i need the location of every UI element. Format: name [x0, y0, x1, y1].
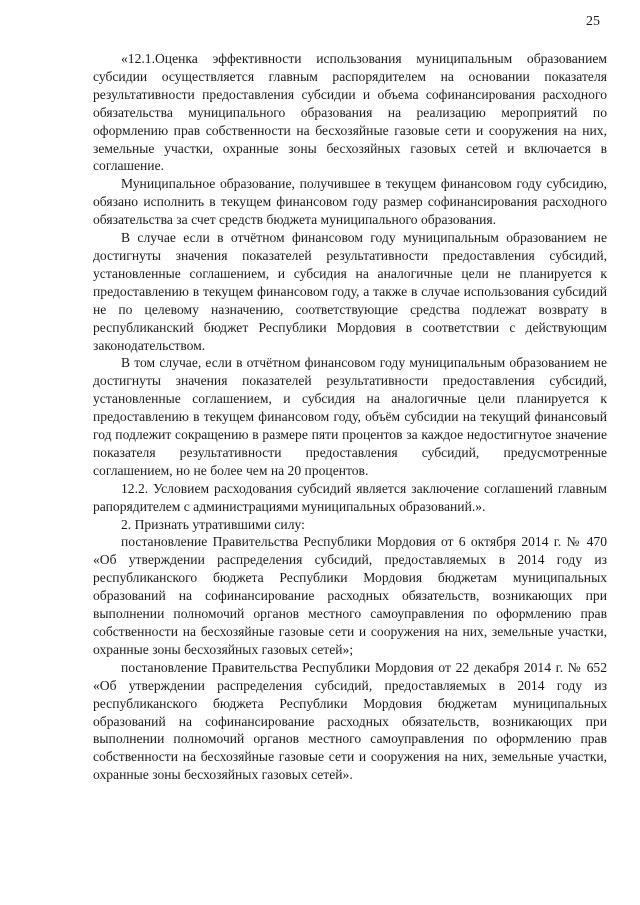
paragraph-12-2: 12.2. Условием расходования субсидий является заключение соглашений главным рапорядителем с администрациями муниципальных образований.». [93, 480, 607, 514]
paragraph-resolution-652: постановление Правительства Республики Мордовия от 22 декабря 2014 г. № 652 «Об утверждении распределения субсидий, предоставляемых в 2014 году из республиканского бюджета Республики Мордовия бюджетам муниципальных образований на софинансирование расходных обязательств, возникающих при выполнении полномочий органов местного самоуправления по оформлению прав собственности на бесхозяйные газовые сети и сооружения на них, земельные участки, охранные зоны бесхозяйных газовых сетей». [93, 659, 607, 783]
paragraph-resolution-470: постановление Правительства Республики Мордовия от 6 октября 2014 г. № 470 «Об утверждении распределения субсидий, предоставляемых в 2014 году из республиканского бюджета Республики Мордовия бюджетам муниципальных образований на софинансирование расходных обязательств, возникающих при выполнении полномочий органов местного самоуправления по оформлению прав собственности на бесхозяйные газовые сети и сооружения на них, земельные участки, охранные зоны бесхозяйных газовых сетей»; [93, 534, 607, 657]
paragraph-refund: В случае если в отчётном финансовом году муниципальным образованием не достигнуты значения показателей результативности предоставления субсидий, установленные соглашением, и субсидия на аналогичные цели не планируется к предоставлению в текущем финансовом году, а также в случае использования субсидий не по целевому назначению, соответствующие средства подлежат возврату в республиканский бюджет Республики Мордовия в соответствии с действующим законодательством. [93, 230, 607, 353]
paragraph-repeal-heading: 2. Признать утратившими силу: [121, 516, 305, 532]
paragraph-12-1: «12.1.Оценка эффективности использования муниципальным образованием субсидии осуществляется главным распорядителем на основании показателя результативности предоставления субсидии и объема софинансирования расходного обязательства муниципального образования на реализацию мероприятий по оформлению прав собственности на бесхозяйные газовые сети и сооружения на них, земельные участки, охранные зоны бесхозяйных газовых сетей и включается в соглашение. [93, 51, 607, 174]
paragraph-reduction: В том случае, если в отчётном финансовом году муниципальным образованием не достигнуты значения показателей результативности предоставления субсидий, установленные соглашением, и субсидия на аналогичные цели планируется к предоставлению в текущем финансовом году, объём субсидии на текущий финансовый год подлежит сокращению в размере пяти процентов за каждое недостигнутое значение показателя результативности предоставления субсидий, предусмотренные соглашением, но не более чем на 20 процентов. [93, 355, 607, 478]
document-body [93, 50, 607, 784]
paragraph-cofinancing: Муниципальное образование, получившее в текущем финансовом году субсидию, обязано исполнить в текущем финансовом году размер софинансирования расходного обязательства за счет средств бюджета муниципального образования. [93, 176, 607, 228]
page-number: 25 [586, 14, 600, 29]
